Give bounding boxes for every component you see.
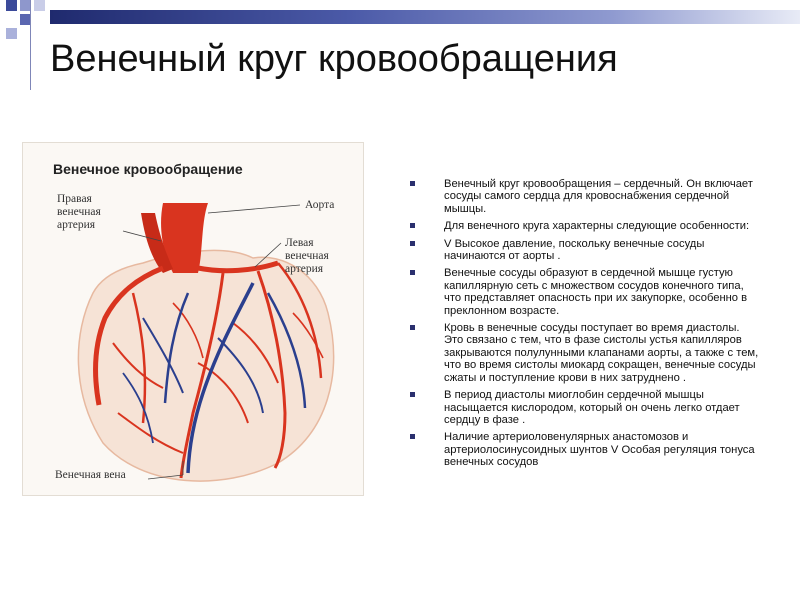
label-right-coronary-artery: Правая венечная артерия xyxy=(57,193,101,231)
label-aorta: Аорта xyxy=(305,199,335,211)
bullet-square-icon xyxy=(410,223,415,228)
bullet-item: Наличие артериоловенулярных анастомозов и артериолосинусоидных шунтов V Особая регуляция тонуса венечных сосудов xyxy=(410,431,760,468)
bullet-square-icon xyxy=(410,181,415,186)
label-coronary-vein: Венечная вена xyxy=(55,469,126,481)
bullet-square-icon xyxy=(410,434,415,439)
bullet-item: V Высокое давление, поскольку венечные сосуды начинаются от аорты . xyxy=(410,238,760,263)
header-vertical-line xyxy=(30,0,31,90)
header-gradient-band xyxy=(50,10,800,24)
bullet-square-icon xyxy=(410,325,415,330)
slide-title: Венечный круг кровообращения xyxy=(50,38,618,80)
label-left-coronary-artery: Левая венечная артерия xyxy=(285,237,329,275)
bullet-square-icon xyxy=(410,241,415,246)
heart-illustration xyxy=(22,142,364,496)
figure-title: Венечное кровообращение xyxy=(53,161,243,177)
bullet-square-icon xyxy=(410,270,415,275)
bullet-item: Для венечного круга характерны следующие особенности: xyxy=(410,220,760,232)
bullet-square-icon xyxy=(410,392,415,397)
bullet-list xyxy=(410,178,760,474)
decorative-header xyxy=(0,0,800,30)
bullet-item: Кровь в венечные сосуды поступает во время диастолы. Это связано с тем, что в фазе систолы устья капилляров закрываются полулунными клапанами аорты, а также с тем, что во время систолы миокард сокращен, венечные сосуды сжаты и поступление крови в них затруднено . xyxy=(410,322,760,384)
bullet-item: В период диастолы миоглобин сердечной мышцы насыщается кислородом, который он очень легко отдает сердцу в фазе . xyxy=(410,389,760,426)
bullet-item: Венечные сосуды образуют в сердечной мышце густую капиллярную сеть с множеством сосудов конечного типа, что представляет опасность при их закупорке, особенно в преклонном возрасте. xyxy=(410,267,760,317)
bullet-item: Венечный круг кровообращения – сердечный. Он включает сосуды самого сердца для кровоснабжения сердечной мышцы. xyxy=(410,178,760,215)
